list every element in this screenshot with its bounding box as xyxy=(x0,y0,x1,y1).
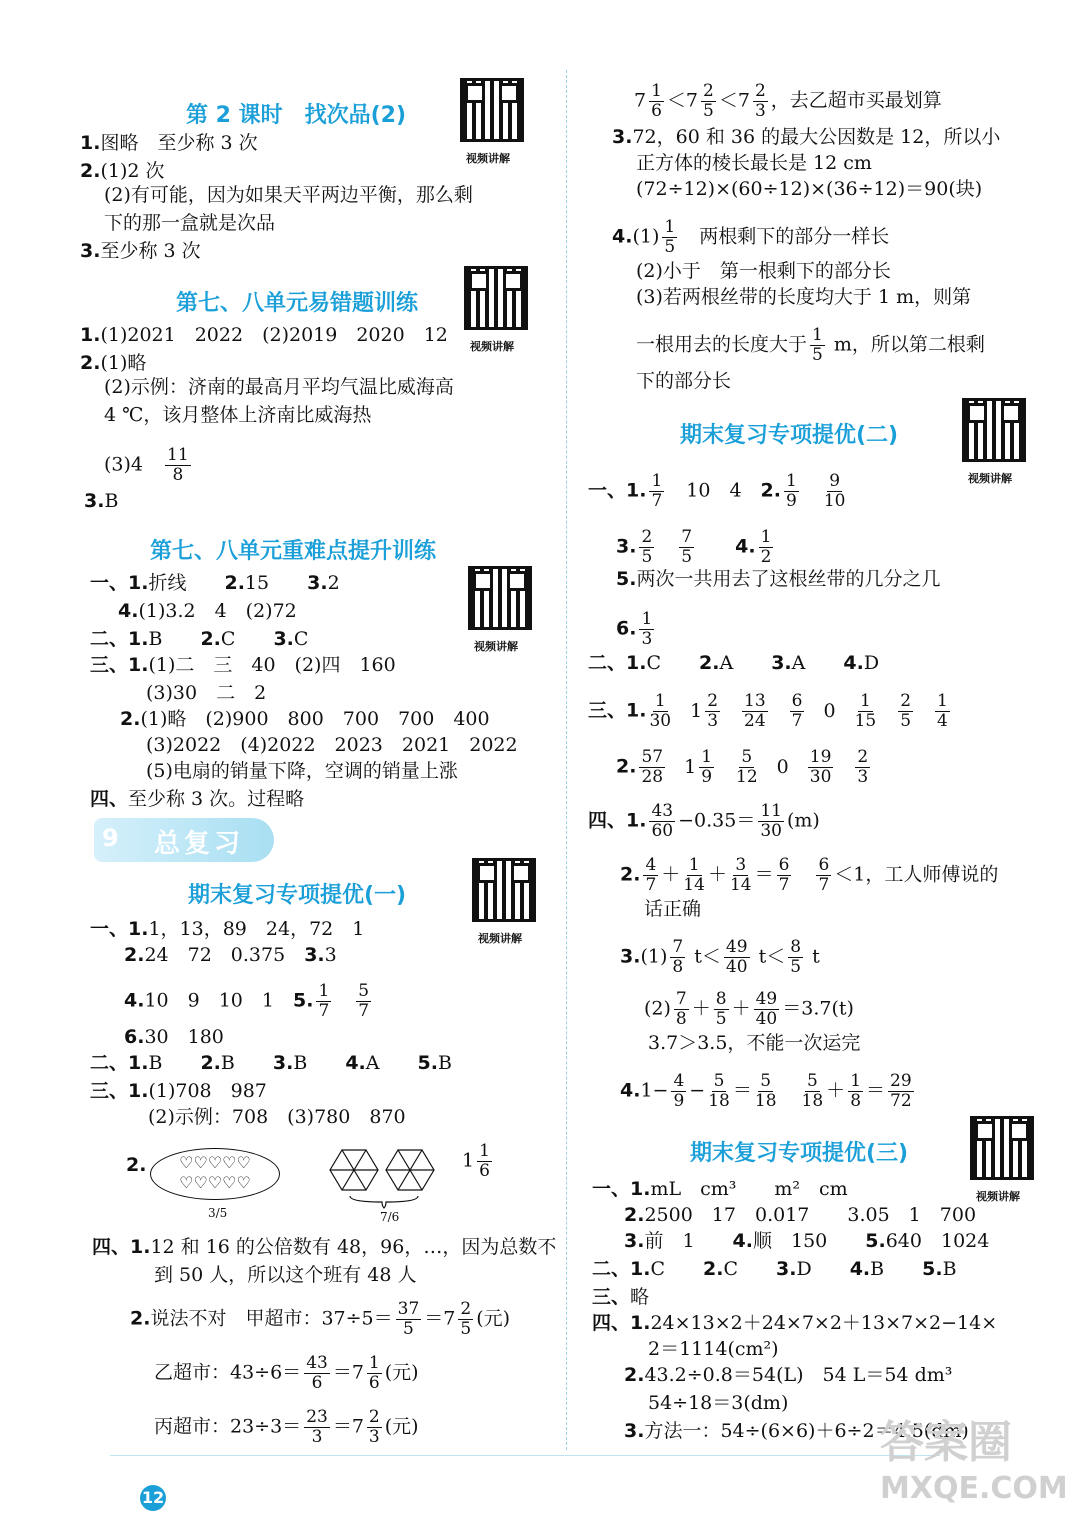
answer-line-fractions: 2. $\frac{57}{28}$ 1 $\frac{1}{9}$ $\frac{5}{12}$ 0 $\frac{19}{30}$ $\frac{2}{3}$ xyxy=(616,748,889,787)
qr-label: 视频讲解 xyxy=(478,932,522,945)
fraction: $\frac{4}{9}$ xyxy=(673,1071,685,1111)
fraction: $\frac{1}{15}$ xyxy=(854,691,877,731)
answer-line: 三、略 xyxy=(592,1286,650,1308)
section-title-final-review-2: 期末复习专项提优(二) xyxy=(680,423,899,448)
qr-code-icon[interactable] xyxy=(468,566,532,630)
answer-line: 3.方法一：54÷(6×6)＋6÷2＝4.5(dm) xyxy=(624,1420,969,1442)
fraction-answer xyxy=(739,691,771,731)
answer-line: 到 50 人，所以这个班有 48 人 xyxy=(154,1264,417,1286)
fraction: $\frac{1}{9}$ xyxy=(786,471,797,511)
answer-line: 6. $\frac{1}{3}$ xyxy=(616,609,653,649)
fraction: $\frac{1}{6}$ xyxy=(479,1141,490,1181)
answer-line: (72÷12)×(60÷12)×(36÷12)＝90(块) xyxy=(636,178,983,200)
fraction: $\frac{1}{6}$ xyxy=(651,81,662,121)
page-number: 12 xyxy=(140,1485,166,1511)
answer-line: 2＝1114(cm²) xyxy=(648,1338,779,1360)
answer-line: 3.B xyxy=(84,490,119,512)
answer-line: 一根用去的长度大于 $\frac{1}{5}$ m，所以第二根剩 xyxy=(636,325,985,365)
answer-line: 二、1.B 2.C 3.C xyxy=(90,628,309,650)
fraction: $\frac{6}{7}$ xyxy=(791,691,803,731)
answer-line: 2.24 72 0.375 3.3 xyxy=(124,944,337,966)
answer-line: 三、1.(1)708 987 xyxy=(90,1080,267,1102)
section-title-final-review-3: 期末复习专项提优(三) xyxy=(690,1141,909,1166)
answer-line: 下的部分长 xyxy=(636,370,732,392)
answer-line: 3.(1) $\frac{7}{8}$ t＜ $\frac{49}{40}$ t＜ $\frac{8}{5}$ t xyxy=(620,937,820,977)
fraction: $\frac{2}{5}$ xyxy=(900,691,912,731)
chapter-number: 9 xyxy=(102,824,119,852)
answer-line: 二、1.C 2.C 3.D 4.B 5.B xyxy=(592,1258,957,1280)
fraction: $\frac{6}{7}$ xyxy=(818,855,830,895)
fraction: $\frac{1}{6}$ xyxy=(368,1353,380,1393)
answer-line: 4.(1) $\frac{1}{5}$ 两根剩下的部分一样长 xyxy=(612,217,890,257)
qr-label: 视频讲解 xyxy=(474,640,518,653)
fraction: $\frac{1}{14}$ xyxy=(683,855,705,895)
answer-line: (3)4 $\frac{11}{8}$ xyxy=(104,445,189,485)
answer-line: 三、1.(1)二 三 40 (2)四 160 xyxy=(90,654,396,676)
hearts-row: ♡♡♡♡♡ xyxy=(179,1153,251,1172)
answer-line: 2. $\frac{4}{7}$ ＋ $\frac{1}{14}$ ＋ $\frac{3}{14}$ ＝ $\frac{6}{7}$ $\frac{6}{7}$ ＜1，工人师傅说的 xyxy=(620,855,999,895)
answer-line: 2.43.2÷0.8＝54(L) 54 L＝54 dm³ xyxy=(624,1364,953,1386)
answer-line: 一、1.折线 2.15 3.2 xyxy=(90,572,340,594)
fraction: $\frac{29}{72}$ xyxy=(890,1071,912,1111)
answer-line: 话正确 xyxy=(644,898,702,920)
answer-line: (2)示例：济南的最高月平均气温比威海高 xyxy=(104,376,454,398)
answer-line: (3)2022 (4)2022 2023 2021 2022 xyxy=(146,734,518,756)
fraction: $\frac{43}{60}$ xyxy=(651,801,674,841)
fraction: $\frac{5}{18}$ xyxy=(708,1071,730,1111)
fraction-answer: 1 $\frac{2}{3}$ xyxy=(690,691,719,731)
answer-line: 7 $\frac{1}{6}$ ＜7 $\frac{2}{5}$ ＜7 $\frac{2}{3}$ ，去乙超市买最划算 xyxy=(634,81,942,121)
fraction-answer: 0 xyxy=(823,699,836,722)
answer-line: (2)小于 第一根剩下的部分长 xyxy=(636,260,891,282)
answer-line: (3)若两根丝带的长度均大于 1 m，则第 xyxy=(636,286,972,308)
fraction: $\frac{2}{3}$ xyxy=(857,747,869,787)
fraction: $\frac{6}{7}$ xyxy=(778,855,790,895)
qr-code-icon[interactable] xyxy=(970,1116,1034,1180)
fraction: $\frac{5}{7}$ xyxy=(358,981,370,1021)
fraction: $\frac{49}{40}$ xyxy=(755,989,778,1029)
answer-line: 5.两次一共用去了这根丝带的几分之几 xyxy=(616,568,941,590)
fraction: $\frac{2}{5}$ xyxy=(460,1299,472,1339)
fraction: $\frac{37}{5}$ xyxy=(397,1299,420,1339)
answer-line: 二、1.B 2.B 3.B 4.A 5.B xyxy=(90,1052,452,1074)
answer-line: 一、1.1，13，89 24，72 1 xyxy=(90,918,365,940)
fraction-answer xyxy=(636,747,668,787)
answer-line: 2. xyxy=(126,1154,147,1176)
answer-line: 乙超市：43÷6＝ $\frac{43}{6}$ ＝7 $\frac{1}{6}$ (元) xyxy=(154,1353,419,1393)
fraction: $\frac{23}{3}$ xyxy=(306,1407,328,1447)
chapter-banner xyxy=(94,818,274,862)
fraction-answer xyxy=(852,691,880,731)
answer-line: (2)有可能，因为如果天平两边平衡，那么剩 xyxy=(104,184,473,206)
fraction-answer xyxy=(805,747,837,787)
fraction: $\frac{1}{5}$ xyxy=(664,217,676,257)
section-title-find-defective: 第 2 课时 找次品(2) xyxy=(186,103,407,128)
answer-line: 4.10 9 10 1 5. $\frac{1}{7}$ $\frac{5}{7}$ xyxy=(124,981,370,1021)
fraction: $\frac{13}{24}$ xyxy=(744,691,766,731)
fraction: $\frac{2}{3}$ xyxy=(368,1407,380,1447)
answer-line: 3. $\frac{2}{5}$ $\frac{7}{5}$ 4. $\frac{1}{2}$ xyxy=(616,527,772,567)
fraction-answer xyxy=(895,691,916,731)
answer-line: (3)30 二 2 xyxy=(146,682,267,704)
answer-line: 正方体的棱长最长是 12 cm xyxy=(636,152,872,174)
section-title-unit-7-8-errors: 第七、八单元易错题训练 xyxy=(176,291,419,316)
fraction: $\frac{1}{30}$ xyxy=(649,691,672,731)
fraction: $\frac{11}{30}$ xyxy=(760,801,782,841)
fraction-answer xyxy=(852,747,873,787)
answer-line: 3.前 1 4.顺 150 5.640 1024 xyxy=(624,1230,990,1252)
qr-code-icon[interactable] xyxy=(472,858,536,922)
qr-label: 视频讲解 xyxy=(968,472,1012,485)
fraction: $\frac{1}{2}$ xyxy=(760,527,772,567)
fraction: $\frac{1}{8}$ xyxy=(850,1071,862,1111)
fraction: $\frac{1}{3}$ xyxy=(641,609,653,649)
answer-line: 2.说法不对 甲超市：37÷5＝ $\frac{37}{5}$ ＝7 $\frac{2}{5}$ (元) xyxy=(130,1299,511,1339)
fraction: $\frac{2}{3}$ xyxy=(754,81,766,121)
fraction: $\frac{1}{9}$ xyxy=(701,747,713,787)
fraction: $\frac{57}{28}$ xyxy=(641,747,664,787)
watermark-logo: 答案圈 MXQE.COM xyxy=(880,1417,1068,1506)
answer-line: (5)电扇的销量下降，空调的销量上涨 xyxy=(146,760,458,782)
qr-label: 视频讲解 xyxy=(976,1190,1020,1203)
fraction-answer xyxy=(787,691,808,731)
answer-line: 四、1. $\frac{43}{60}$ −0.35＝ $\frac{11}{30}$ (m) xyxy=(588,801,820,841)
fraction-answer xyxy=(646,691,674,731)
answer-line: 54÷18＝3(dm) xyxy=(648,1392,789,1414)
section-title-final-review-1: 期末复习专项提优(一) xyxy=(188,883,407,908)
qr-label: 视频讲解 xyxy=(470,340,514,353)
hearts-group-diagram xyxy=(150,1148,280,1200)
fraction: $\frac{2}{5}$ xyxy=(703,81,714,121)
fraction: $\frac{5}{12}$ xyxy=(736,747,758,787)
answer-line: 4 ℃，该月整体上济南比威海热 xyxy=(104,404,372,426)
fraction: $\frac{3}{14}$ xyxy=(729,855,752,895)
fraction: $\frac{2}{3}$ xyxy=(707,691,719,731)
answer-line: 丙超市：23÷3＝ $\frac{23}{3}$ ＝7 $\frac{2}{3}$ (元) xyxy=(154,1407,419,1447)
answer-line: 下的那一盒就是次品 xyxy=(104,212,276,234)
hexagons-diagram xyxy=(320,1140,450,1220)
answer-line: 一、1.mL cm³ m² cm xyxy=(592,1178,848,1200)
answer-line: 二、1.C 2.A 3.A 4.D xyxy=(588,652,880,674)
qr-code-icon[interactable] xyxy=(460,78,524,142)
footer-rule xyxy=(110,1455,940,1456)
answer-line: 2.(1)略 xyxy=(80,352,147,374)
answer-line: 1.图略 至少称 3 次 xyxy=(80,132,258,154)
fraction: $\frac{1}{5}$ xyxy=(812,325,823,365)
answer-line: 1.(1)2021 2022 (2)2019 2020 12 xyxy=(80,324,448,346)
qr-code-icon[interactable] xyxy=(962,398,1026,462)
answer-line: 3.至少称 3 次 xyxy=(80,240,201,262)
fraction: $\frac{7}{5}$ xyxy=(681,527,693,567)
answer-line: 2.(1)2 次 xyxy=(80,160,165,182)
fraction-answer: 0 xyxy=(776,755,789,778)
fraction: $\frac{2}{5}$ xyxy=(641,527,653,567)
answer-line: 3.7＞3.5，不能一次运完 xyxy=(648,1032,861,1054)
fraction-answer: 1 $\frac{1}{9}$ xyxy=(684,747,713,787)
answer-line: (2)示例：708 (3)780 870 xyxy=(148,1106,406,1128)
qr-code-icon[interactable] xyxy=(464,266,528,330)
answer-line: 四、1.12 和 16 的公倍数有 48，96，…，因为总数不 xyxy=(92,1236,557,1258)
fraction: $\frac{1}{4}$ xyxy=(937,691,948,731)
qr-label: 视频讲解 xyxy=(466,152,510,165)
answer-line: 2.2500 17 0.017 3.05 1 700 xyxy=(624,1204,977,1226)
fraction: $\frac{43}{6}$ xyxy=(306,1353,328,1393)
fraction-answer xyxy=(932,691,953,731)
answer-line-fractions: 三、1. $\frac{1}{30}$ 1 $\frac{2}{3}$ $\frac{13}{24}$ $\frac{6}{7}$ 0 $\frac{1}{15}$ $\frac{2}{5}$ $\frac{1}{4}$ xyxy=(588,692,969,731)
hearts-row: ♡♡♡♡♡ xyxy=(179,1173,251,1192)
answer-line: 6.30 180 xyxy=(124,1026,224,1048)
fraction: $\frac{8}{5}$ xyxy=(790,937,802,977)
chapter-title: 总复习 xyxy=(154,829,245,859)
answer-line: 一、1. $\frac{1}{7}$ 10 4 2. $\frac{1}{9}$ $\frac{9}{10}$ xyxy=(588,471,846,511)
fraction: $\frac{7}{8}$ xyxy=(675,989,687,1029)
fraction: $\frac{49}{40}$ xyxy=(725,937,748,977)
section-title-unit-7-8-improve: 第七、八单元重难点提升训练 xyxy=(150,539,437,564)
fraction: $\frac{9}{10}$ xyxy=(823,471,846,511)
fraction: $\frac{7}{8}$ xyxy=(672,937,684,977)
answer-line: 四、1.24×13×2＋24×7×2＋13×7×2−14× xyxy=(592,1312,998,1334)
fraction: $\frac{8}{5}$ xyxy=(715,989,727,1029)
fraction: $\frac{5}{18}$ xyxy=(754,1071,777,1111)
fraction: $\frac{11}{8}$ xyxy=(167,445,189,485)
answer-line: 1 $\frac{1}{6}$ xyxy=(462,1141,490,1181)
answer-line: (2) $\frac{7}{8}$ ＋ $\frac{8}{5}$ ＋ $\frac{49}{40}$ ＝3.7(t) xyxy=(644,989,854,1029)
diagram-fraction-label: 7/6 xyxy=(380,1210,400,1224)
answer-line: 4.1− $\frac{4}{9}$ − $\frac{5}{18}$ ＝ $\frac{5}{18}$ $\frac{5}{18}$ ＋ $\frac{1}{8}$ ＝ $\frac{29}{72}$ xyxy=(620,1071,912,1111)
fraction: $\frac{4}{7}$ xyxy=(645,855,657,895)
fraction: $\frac{1}{7}$ xyxy=(318,981,330,1021)
fraction-answer xyxy=(733,747,761,787)
fraction: $\frac{19}{30}$ xyxy=(809,747,832,787)
answer-line: 四、至少称 3 次。过程略 xyxy=(90,788,305,810)
answer-line: 2.(1)略 (2)900 800 700 700 400 xyxy=(120,708,490,730)
diagram-fraction-label: 3/5 xyxy=(208,1206,228,1220)
fraction: $\frac{5}{18}$ xyxy=(801,1071,824,1111)
fraction: $\frac{1}{7}$ xyxy=(651,471,663,511)
column-divider xyxy=(566,70,567,1450)
answer-line: 3.72，60 和 36 的最大公因数是 12，所以小 xyxy=(612,126,1001,148)
answer-line: 4.(1)3.2 4 (2)72 xyxy=(118,600,297,622)
